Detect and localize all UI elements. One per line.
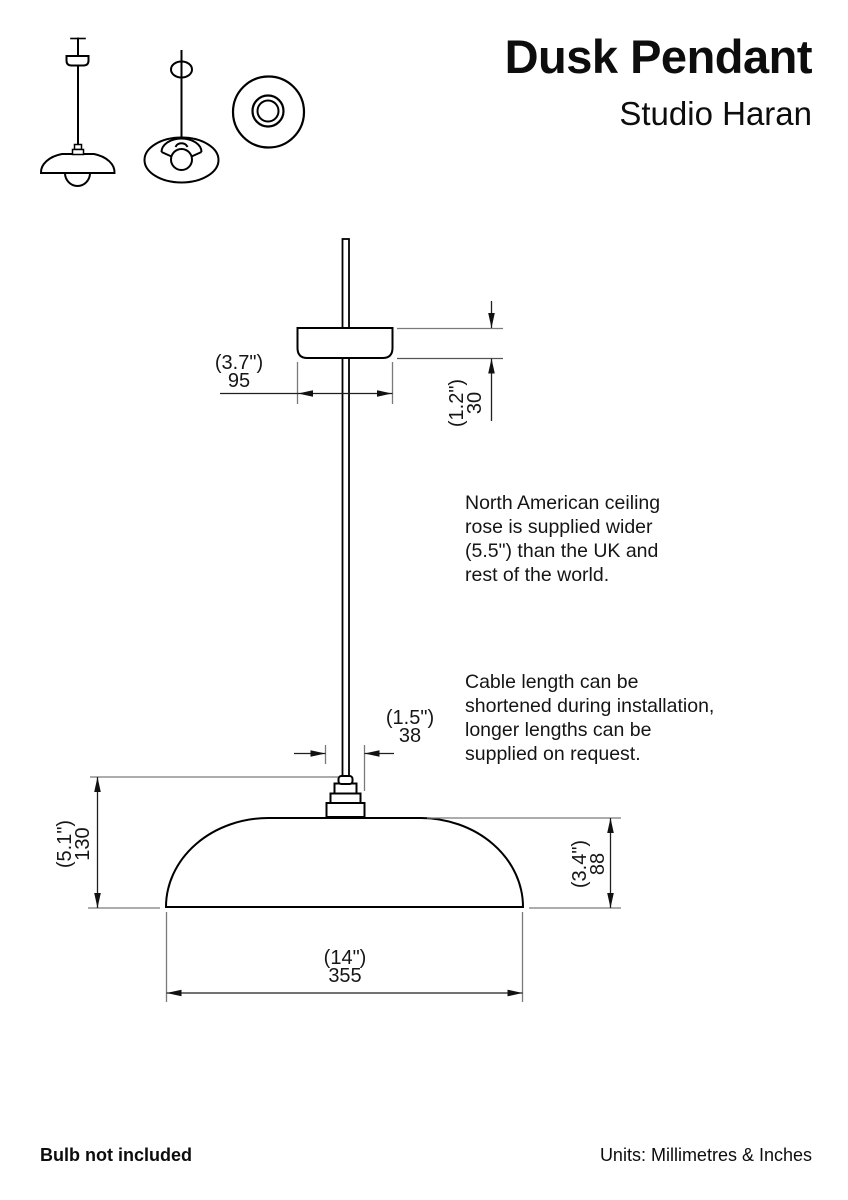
side-view-drawing xyxy=(41,39,115,187)
underside-bulb xyxy=(171,149,192,170)
footer-bulb-note: Bulb not included xyxy=(40,1145,192,1165)
top-view-rose-hole xyxy=(258,101,279,122)
note-cable-length: Cable length can be shortened during installation, longer lengths can be supplied on request. xyxy=(465,671,715,765)
dim-shade-width-inches: (14") xyxy=(323,947,367,969)
title-block xyxy=(504,30,812,132)
dim-rose-width-inches: (3.7") xyxy=(214,352,264,374)
dim-pendant-height-inches: (5.1") xyxy=(54,819,76,869)
dim-rose-width-mm: 95 xyxy=(227,370,251,392)
dim-shade-height-mm: 88 xyxy=(587,852,609,876)
page-subtitle: Studio Haran xyxy=(619,95,812,132)
page-title: Dusk Pendant xyxy=(504,30,812,83)
dim-rose-height-mm: 30 xyxy=(464,391,486,415)
top-view-drawing xyxy=(233,77,304,148)
note-ceiling-rose: North American ceiling rose is supplied wider (5.5") than the UK and rest of the world. xyxy=(465,492,661,586)
footer-units-note: Units: Millimetres & Inches xyxy=(599,1145,812,1165)
dim-label-rose-width xyxy=(189,354,289,390)
dim-rose-height-inches: (1.2") xyxy=(446,378,468,428)
cord-grip-base xyxy=(327,803,365,817)
dim-label-shade-width xyxy=(295,949,395,985)
underside-view-drawing xyxy=(145,50,219,183)
dim-label-grip-width xyxy=(360,709,460,745)
dim-shade-width-mm: 355 xyxy=(328,965,362,987)
ceiling-rose xyxy=(298,328,393,358)
dim-label-pendant-height xyxy=(56,784,94,904)
side-view-bulb xyxy=(65,173,90,186)
side-view-ceiling-rose xyxy=(67,56,89,66)
dim-label-rose-height xyxy=(448,343,486,463)
cable xyxy=(343,239,350,779)
side-view-shade xyxy=(41,154,115,173)
cord-grip-tier1 xyxy=(339,776,353,784)
cord-grip-tier3 xyxy=(331,794,361,804)
top-view-shade xyxy=(233,77,304,148)
dim-shade-height-inches: (3.4") xyxy=(569,839,591,889)
dim-grip-width-inches: (1.5") xyxy=(385,707,435,729)
side-view-cord-grip-base xyxy=(73,150,84,155)
shade xyxy=(166,818,523,907)
dim-pendant-height-mm: 130 xyxy=(72,827,94,861)
dim-grip-width-mm: 38 xyxy=(398,725,422,747)
dim-label-shade-height xyxy=(571,804,609,924)
